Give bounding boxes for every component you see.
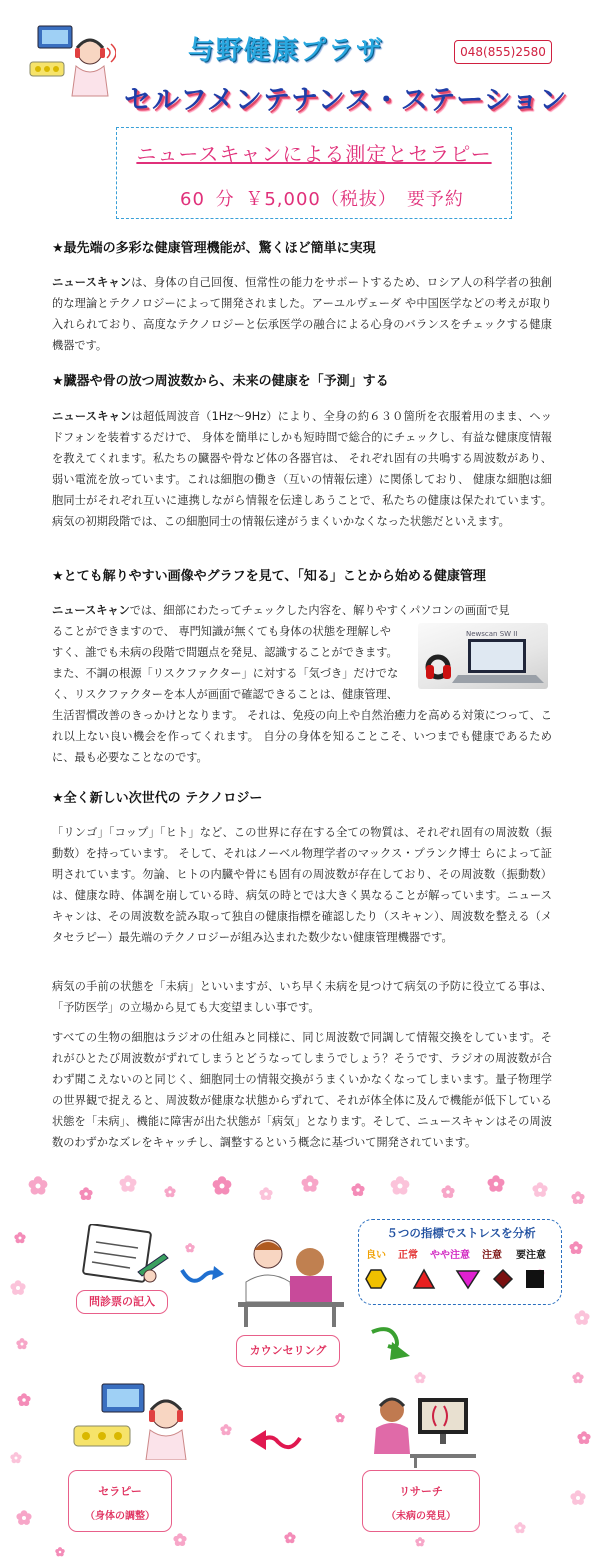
level-good: 良い [366, 1250, 386, 1261]
section-heading: ★とても解りやすい画像やグラフを見て、「知る」ことから始める健康管理 [52, 569, 486, 584]
flower-icon [514, 1522, 525, 1533]
flower-icon [302, 1175, 319, 1192]
page-title: 与野健康プラザ [188, 36, 385, 66]
flower-icon [284, 1532, 295, 1543]
flower-icon [415, 1537, 424, 1546]
flower-icon [441, 1185, 454, 1198]
phone-number[interactable]: 048(855)2580 [454, 40, 552, 64]
flow-step-therapy: セラピー （身体の調整） [68, 1470, 172, 1532]
flower-icon [335, 1413, 344, 1422]
section-text: ニュースキャンは超低周波音（1Hz～9Hz）により、全身の約６３０箇所を衣服着用のまま、ヘッドフォンを装着するだけで、 身体を簡単にしかも短時間で総合的にチェックし、有益な健康度情報を教えてくれます。私たちの臓器や骨など体の各器官は、 それぞれ固有の共鳴する周波数があり、弱い電流を放っています。これは細胞の働き（互いの情報伝達）に関係しており、 健康な細胞は細胞同士がそれぞれ互いに連携しながら情報を伝達しあうことで、私たちの健康は保たれています。 病気の初期段階では、この細胞同士の情報伝達がうまくいかなくなった状態だといえます。 [52, 410, 552, 528]
flow-step-counseling: カウンセリング [236, 1335, 340, 1367]
flower-icon [391, 1176, 410, 1194]
counseling-icon [232, 1232, 350, 1328]
flow-step-research: リサーチ （未病の発見） [362, 1470, 480, 1532]
flower-icon [185, 1243, 194, 1252]
flower-icon [569, 1241, 582, 1254]
section-heading: ★臓器や骨の放つ周波数から、未来の健康を「予測」する [52, 374, 389, 389]
section-text: ニュースキャンは、身体の自己回復、恒常性の能力をサポートするため、ロシア人の科学者の独創的な理論とテクノロジーによって開発されました。アーユルヴェーダ や中国医学などの考えが取り入れられており、高度なテクノロジーと伝承医学の融合による心身のバランスをチェックする健康機器です。 [52, 276, 552, 352]
flower-icon [571, 1191, 584, 1204]
flower-icon [259, 1187, 272, 1200]
flower-icon [29, 1176, 48, 1194]
offer-title: ニュースキャンによる測定とセラピー [136, 142, 492, 166]
flower-icon [10, 1452, 21, 1463]
arrow-icon [178, 1262, 226, 1288]
flower-icon [16, 1338, 27, 1349]
diamond-icon [494, 1270, 512, 1288]
flower-icon [220, 1424, 231, 1435]
flower-icon [79, 1187, 92, 1200]
flower-icon [488, 1175, 505, 1192]
stress-analysis-title: ５つの指標でストレスを分析 [386, 1226, 536, 1240]
flower-icon [570, 1490, 585, 1505]
product-name: ニュースキャン [52, 276, 132, 289]
flower-icon [577, 1431, 590, 1444]
flower-icon [572, 1372, 583, 1383]
arrow-icon [246, 1424, 304, 1458]
newscan-device-photo [418, 623, 548, 689]
product-name: ニュースキャン [52, 604, 130, 617]
product-name: ニュースキャン [52, 410, 132, 423]
flower-icon [10, 1280, 25, 1295]
arrow-icon [368, 1326, 414, 1366]
triangle-icon [414, 1270, 434, 1288]
section-text: ニュースキャンでは、細部にわたってチェックした内容を、解りやすくパソコンの画面で見 ることができますので、 専門知識が無くても身体の状態を理解しや すく、誰でも未病の段階で問題点を発見、認識することができます。 また、不調の根源「リスクファクター」に対する「気づき」だけでな く、リスクファクターを本人が画面で確認できることは、健康管理、 生活習慣改善のきっかけとなります。 それは、免疫の向上や自然治癒力を高める対策につって、これ以上ない良い機会を作ってくれます。 自分の身体を知ることこそ、いつまでも健康であるために、最も必要なことなのです。 [52, 604, 552, 764]
stress-level-shapes [362, 1264, 558, 1294]
flow-step-questionnaire: 問診票の記入 [76, 1290, 168, 1314]
level-severe: 要注意 [516, 1250, 546, 1261]
flower-icon [16, 1510, 31, 1525]
flower-icon [574, 1310, 589, 1325]
page-subtitle: セルフメンテナンス・ステーション [124, 85, 568, 116]
flower-icon [532, 1182, 547, 1197]
level-slight-caution: やや注意 [430, 1250, 470, 1261]
therapy-icon [66, 1380, 196, 1460]
research-computer-icon [370, 1392, 480, 1468]
section-text: すべての生物の細胞はラジオの仕組みと同様に、同じ周波数で同調して情報交換をしています。それがひとたび周波数がずれてしまうとどうなってしまうでしょう？そうです、ラジオの周波数が合わず聞こえないのと同じく、細胞同士の情報交換がうまくいかなくなってしまいます。量子物理学の世界観で捉えると、周波数が健康な状態からずれて、それが体全体に及んで機能が低下している状態を「未病」、機能に障害が出た状態が「病気」となります。そして、ニュースキャンはその周波数のわずかなズレをキャッチし、調整するという概念に基づいて開発されています。 [52, 1031, 552, 1149]
clipboard-icon [80, 1224, 170, 1286]
square-icon [526, 1270, 544, 1288]
section-heading: ★全く新しい次世代の テクノロジー [52, 791, 263, 806]
flower-icon [213, 1176, 232, 1194]
level-caution: 注意 [482, 1250, 502, 1261]
flower-icon [173, 1533, 186, 1546]
flower-icon [414, 1372, 425, 1383]
flower-icon [17, 1393, 30, 1406]
headphone-scan-icon [20, 18, 116, 98]
flower-icon [14, 1232, 25, 1243]
flower-icon [120, 1175, 137, 1192]
flower-icon [164, 1186, 175, 1197]
hexagon-icon [366, 1270, 386, 1288]
section-text: 病気の手前の状態を「未病」といいますが、いち早く未病を見つけて病気の予防に役立てる事は、「予防医学」の立場から見ても大変望ましい事です。 [52, 980, 552, 1014]
level-normal: 正常 [398, 1250, 418, 1261]
section-heading: ★最先端の多彩な健康管理機能が、驚くほど簡単に実現 [52, 241, 376, 256]
flower-icon [351, 1183, 364, 1196]
flower-icon [55, 1547, 64, 1556]
section-text: 「リンゴ」「コップ」「ヒト」など、この世界に存在する全ての物質は、それぞれ固有の周波数（振動数）を持っています。 そして、それはノーベル物理学者のマックス・プランク博士 らによって証明されています。勿論、ヒトの内臓や骨にも固有の周波数が存在しており、その周波数（振動数）は、健康な時、体調を崩している時、病気の時とでは大きく異なることが解っています。ニュースキャンは、その周波数を読み取って独自の健康指標を確認したり（スキャン）、周波数を整える（メタセラピー）最先端のテクノロジーが組み込まれた数少ない健康管理機器です。 [52, 826, 552, 944]
offer-price: 60 分 ￥5,000（税抜） 要予約 [180, 189, 464, 210]
inverted-triangle-icon [457, 1271, 479, 1288]
photo-label: Newscan SW II [466, 630, 518, 638]
